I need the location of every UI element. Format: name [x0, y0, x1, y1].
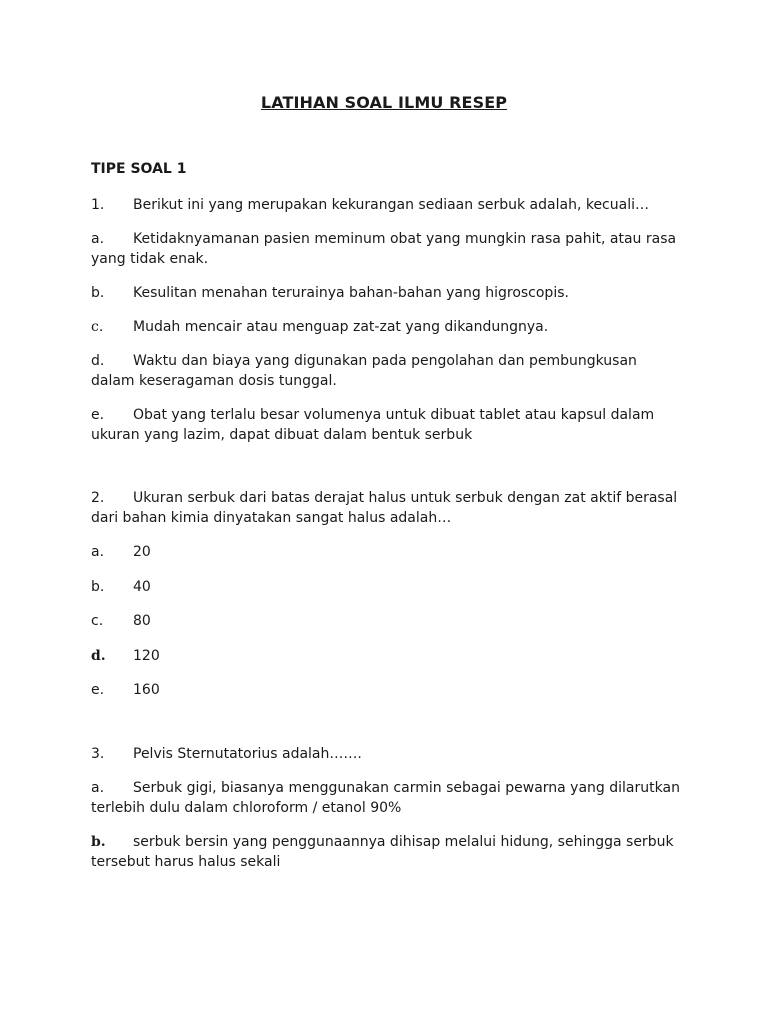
- option-text: serbuk bersin yang penggunaannya dihisap melalui hidung, sehingga serbuk tersebut harus halus sekali: [91, 834, 674, 870]
- option-text: 20: [133, 544, 151, 560]
- option-text: Ketidaknyamanan pasien meminum obat yang mungkin rasa pahit, atau rasa yang tidak enak.: [91, 231, 677, 267]
- option-label: b.: [91, 579, 105, 595]
- option-label: e.: [91, 682, 105, 698]
- question-2-option-a: [91, 542, 681, 562]
- option-label: a.: [91, 780, 105, 796]
- question-2-option-e: [91, 680, 681, 700]
- question-number: 2.: [91, 490, 105, 506]
- question-1-option-d: [91, 351, 681, 391]
- option-text: Obat yang terlalu besar volumenya untuk dibuat tablet atau kapsul dalam ukuran yang lazim, dapat dibuat dalam bentuk serbuk: [91, 407, 655, 443]
- option-text: 40: [133, 579, 151, 595]
- document-title: LATIHAN SOAL ILMU RESEP: [260, 93, 508, 112]
- question-number: 3.: [91, 746, 105, 762]
- option-text: 120: [133, 648, 160, 664]
- question-1: [91, 195, 681, 215]
- question-2-option-c: [91, 611, 681, 631]
- option-label: c.: [91, 613, 104, 629]
- option-label: b.: [91, 834, 106, 850]
- option-label: d.: [91, 648, 106, 664]
- question-2: [91, 488, 681, 528]
- option-text: Kesulitan menahan terurainya bahan-bahan yang higroscopis.: [133, 285, 569, 301]
- option-text: Waktu dan biaya yang digunakan pada pengolahan dan pembungkusan dalam keseragaman dosis tunggal.: [91, 353, 637, 389]
- question-2-option-d: [91, 646, 681, 666]
- option-text: 160: [133, 682, 160, 698]
- question-3: [91, 744, 681, 764]
- question-text: Ukuran serbuk dari batas derajat halus untuk serbuk dengan zat aktif berasal dari bahan kimia dinyatakan sangat halus adalah…: [91, 490, 678, 526]
- option-label: b.: [91, 285, 105, 301]
- option-label: a.: [91, 231, 105, 247]
- question-2-option-b: [91, 577, 681, 597]
- question-1-option-a: [91, 229, 681, 269]
- question-text: Berikut ini yang merupakan kekurangan sediaan serbuk adalah, kecuali…: [133, 197, 649, 213]
- question-1-option-c: [91, 317, 681, 337]
- option-label: e.: [91, 407, 105, 423]
- question-3-option-a: [91, 778, 681, 818]
- option-label: d.: [91, 353, 105, 369]
- option-label: c.: [91, 319, 104, 335]
- option-text: 80: [133, 613, 151, 629]
- question-text: Pelvis Sternutatorius adalah…….: [133, 746, 362, 762]
- question-3-option-b: [91, 832, 681, 872]
- option-text: Mudah mencair atau menguap zat-zat yang dikandungnya.: [133, 319, 549, 335]
- section-heading: TIPE SOAL 1: [91, 161, 187, 177]
- question-number: 1.: [91, 197, 105, 213]
- question-1-option-e: [91, 405, 681, 445]
- question-1-option-b: [91, 283, 681, 303]
- option-text: Serbuk gigi, biasanya menggunakan carmin sebagai pewarna yang dilarutkan terlebih dulu dalam chloroform / etanol 90%: [91, 780, 680, 816]
- option-label: a.: [91, 544, 105, 560]
